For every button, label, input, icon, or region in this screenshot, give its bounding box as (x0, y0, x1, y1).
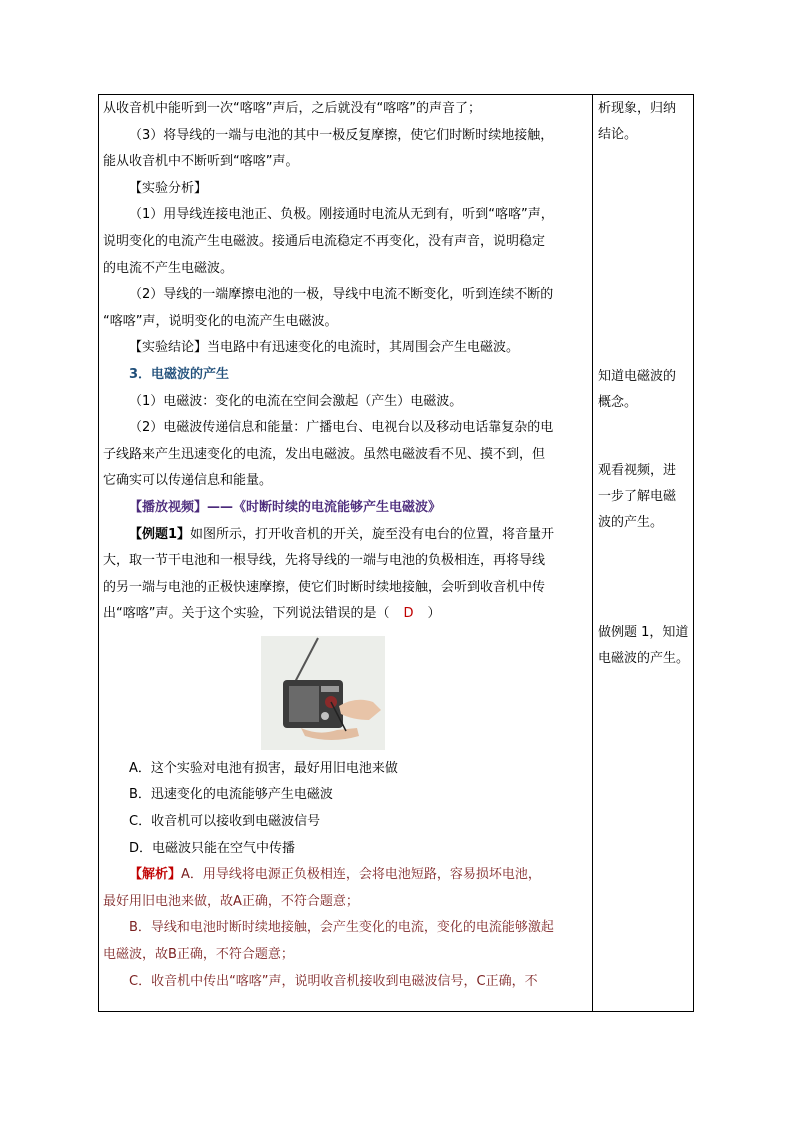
text-line: （3）将导线的一端与电池的其中一极反复摩擦，使它们时断时续地接触， (129, 127, 554, 143)
example-question-line (103, 601, 589, 628)
radio-icon (261, 636, 385, 750)
solution-tag: 【解析】 (129, 867, 182, 883)
example-tag: 【例题1】 (129, 526, 191, 542)
text-line: 子线路来产生迅速变化的电流，发出电磁波。虽然电磁波看不见、摸不到，但 (103, 446, 546, 462)
text-line: 的另一端与电池的正极快速摩擦，使它们时断时续地接触，会听到收音机中传 (103, 579, 546, 595)
note-line: 概念。 (598, 395, 638, 410)
solution-line: 最好用旧电池来做，故A正确，不符合题意； (103, 893, 359, 909)
text-line: 大，取一节干电池和一根导线，先将导线的一端与电池的负极相连，再将导线 (103, 553, 546, 569)
video-heading: 【播放视频】——《时断时续的电流能够产生电磁波》 (129, 499, 442, 515)
question-text: 出“喀喀”声。关于这个实验，下列说法错误的是（ (103, 606, 390, 622)
answer-letter: D (403, 606, 414, 622)
section-heading: 3．电磁波的产生 (129, 366, 230, 382)
note-line: 结论。 (598, 127, 638, 142)
text-line: （2）电磁波传递信息和能量：广播电台、电视台以及移动电话靠复杂的电 (129, 420, 554, 436)
text-line: （1）电磁波：变化的电流在空间会激起（产生）电磁波。 (129, 393, 463, 409)
note-line: 一步了解电磁 (598, 489, 677, 504)
note-line: 知道电磁波的 (598, 369, 677, 384)
text-line: 从收音机中能听到一次“喀喀”声后，之后就没有“喀喀”的声音了； (103, 101, 481, 116)
example-text: 如图所示，打开收音机的开关，旋至没有电台的位置，将音量开 (190, 526, 555, 542)
column-divider (592, 94, 593, 1012)
option-b: B．迅速变化的电流能够产生电磁波 (129, 787, 333, 803)
solution-text: A．用导线将电源正负极相连，会将电池短路，容易损坏电池， (181, 867, 541, 883)
text-line: 能从收音机中不断听到“喀喀”声。 (103, 154, 299, 170)
solution-line: C．收音机中传出“喀喀”声，说明收音机接收到电磁波信号，C正确，不 (129, 973, 538, 989)
note-line: 析现象，归纳 (598, 101, 677, 116)
example-line (103, 522, 589, 549)
text-line: 说明变化的电流产生电磁波。接通后电流稳定不再变化，没有声音，说明稳定 (103, 233, 546, 249)
solution-line (103, 862, 589, 889)
solution-line: 电磁波，故B正确，不符合题意； (103, 947, 294, 963)
option-d: D．电磁波只能在空气中传播 (129, 840, 296, 856)
main-column (103, 96, 589, 995)
option-a: A．这个实验对电池有损害，最好用旧电池来做 (129, 760, 398, 776)
analysis-heading: 【实验分析】 (129, 180, 208, 196)
text-line: 的电流不产生电磁波。 (103, 260, 234, 276)
text-line: （2）导线的一端摩擦电池的一极，导线中电流不断变化，听到连续不断的 (129, 287, 554, 303)
note-line: 做例题 1，知道 (598, 625, 689, 640)
conclusion-text: 当电路中有迅速变化的电流时，其周围会产生电磁波。 (207, 340, 520, 356)
question-close: ） (427, 606, 441, 622)
text-line: “喀喀”声，说明变化的电流产生电磁波。 (103, 313, 338, 329)
conclusion-tag: 【实验结论】 (129, 340, 208, 356)
text-line: 它确实可以传递信息和能量。 (103, 473, 273, 489)
note-line: 电磁波的产生。 (598, 651, 690, 666)
radio-experiment-photo (261, 636, 385, 750)
option-c: C．收音机可以接收到电磁波信号 (129, 814, 321, 830)
note-line: 波的产生。 (598, 515, 664, 530)
text-line: （1）用导线连接电池正、负极。刚接通时电流从无到有，听到“喀喀”声， (129, 207, 554, 223)
note-line: 观看视频，进 (598, 463, 677, 478)
conclusion-line (103, 335, 589, 362)
solution-line: B．导线和电池时断时续地接触，会产生变化的电流，变化的电流能够激起 (129, 920, 554, 936)
